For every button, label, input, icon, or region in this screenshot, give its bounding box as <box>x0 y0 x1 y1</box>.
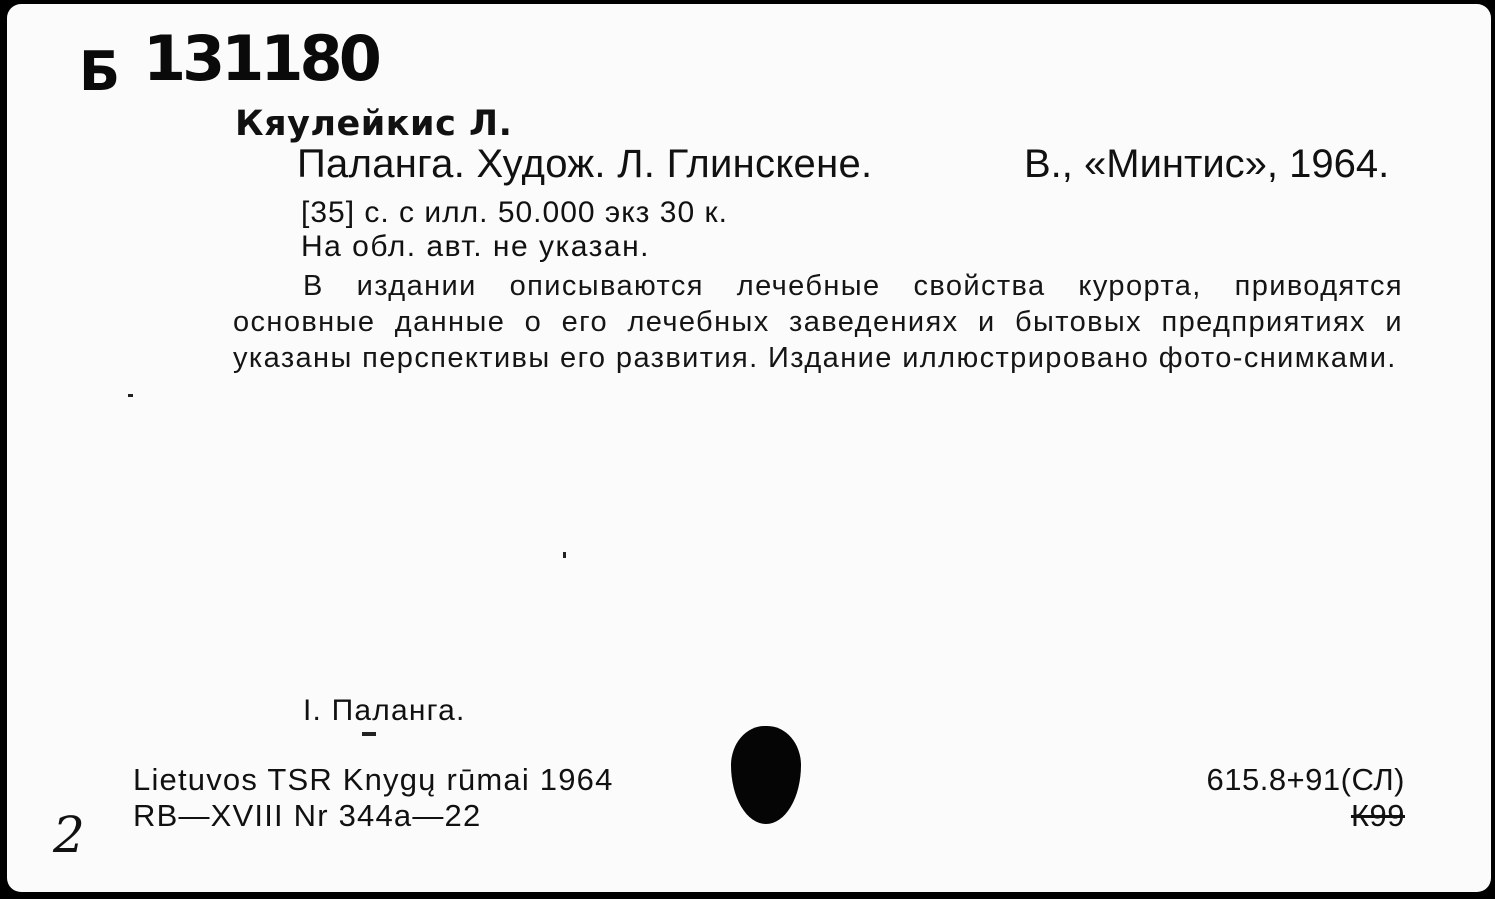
author-heading: Кяулейкис Л. <box>235 104 513 144</box>
shelf-mark: К99 <box>1350 798 1405 833</box>
cover-note: На обл. авт. не указан. <box>301 230 650 263</box>
publisher-block <box>133 762 614 834</box>
publisher-line-1: Lietuvos TSR Knygų rūmai 1964 <box>133 762 614 797</box>
subject-underline-tick <box>362 732 376 736</box>
classification-code: 615.8+91(СЛ) <box>1206 762 1405 797</box>
speck-mark <box>128 394 133 397</box>
stamp-letter: Б <box>79 40 121 103</box>
subject-heading: I. Паланга. <box>303 694 466 727</box>
annotation-text: В издании описываются лечебные свойства курорта, приводятся основные данные о его лечебных заведениях и бытовых предприятиях и указаны перспективы его развития. Издание иллюстрировано фото-снимками. <box>233 270 1403 374</box>
catalog-card <box>7 4 1491 892</box>
speck-mark <box>563 552 566 558</box>
collation-line: [35] с. с илл. 50.000 экз 30 к. <box>301 196 728 229</box>
imprint: В., «Минтис», 1964. <box>1024 142 1390 186</box>
handwritten-mark: 2 <box>53 806 85 864</box>
inventory-number: 131180 <box>143 22 378 95</box>
punch-hole <box>731 726 801 824</box>
publisher-line-2: RB—XVIII Nr 344a—22 <box>133 798 482 833</box>
title-line: Паланга. Худож. Л. Глинскене. <box>297 142 873 186</box>
classification-block <box>1206 762 1405 834</box>
